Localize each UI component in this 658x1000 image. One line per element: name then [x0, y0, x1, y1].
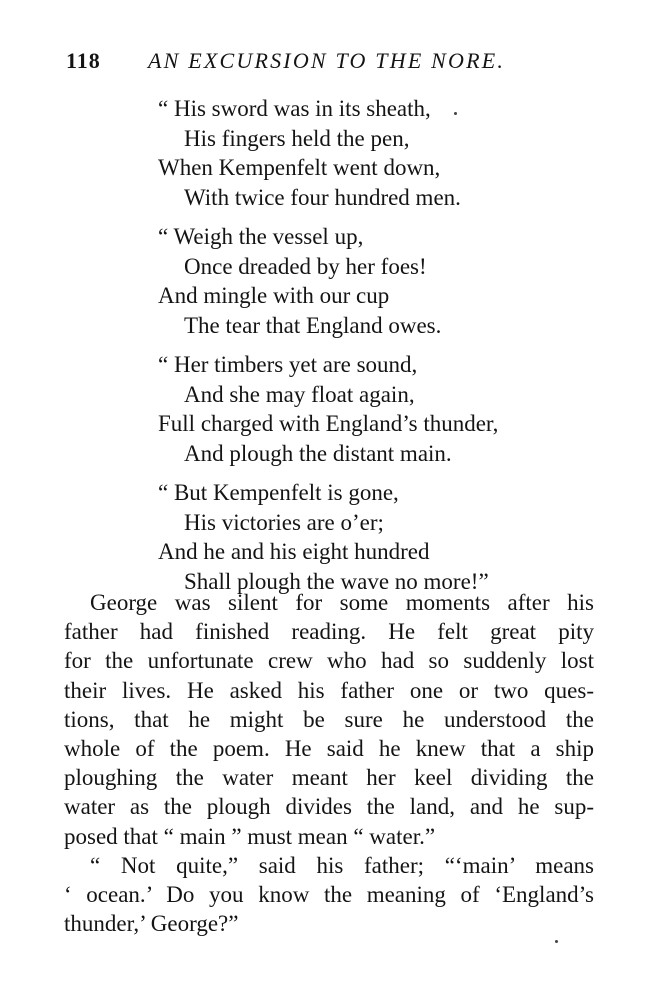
text-line: ‘ ocean.’ Do you know the meaning of ‘England’s	[64, 881, 594, 907]
text-line: tions, that he might be sure he understood the	[64, 706, 594, 732]
page-number: 118	[66, 48, 101, 73]
prose	[64, 588, 594, 938]
poem-line: The tear that England owes.	[184, 312, 442, 338]
stanza-3	[158, 350, 598, 468]
text-line: ploughing the water meant her keel dividing the	[64, 765, 594, 791]
text-line: thunder,’ George?”	[64, 911, 239, 937]
print-speck	[454, 112, 457, 115]
poem-line: And she may float again,	[184, 381, 415, 407]
poem-line: “ His sword was in its sheath,	[158, 96, 431, 121]
paragraph-1	[64, 588, 594, 851]
text-line: for the unfortunate crew who had so suddenly lost	[64, 648, 594, 674]
poem-line: And he and his eight hundred	[158, 539, 430, 564]
poem-line: And plough the distant main.	[184, 440, 452, 466]
poem-line: “ But Kempenfelt is gone,	[158, 480, 399, 505]
poem	[158, 94, 598, 606]
stanza-2	[158, 222, 598, 340]
poem-line: His fingers held the pen,	[184, 125, 410, 151]
stanza-1	[158, 94, 598, 212]
poem-line: And mingle with our cup	[158, 283, 390, 308]
poem-line: Shall plough the wave no more!”	[184, 568, 489, 594]
poem-line: His victories are o’er;	[184, 509, 384, 535]
text-line: posed that “ main ” must mean “ water.”	[64, 823, 436, 849]
poem-line: When Kempenfelt went down,	[158, 155, 441, 180]
text-line: water as the plough divides the land, and he sup-	[64, 794, 594, 820]
stanza-4	[158, 478, 598, 596]
poem-line: Full charged with England’s thunder,	[158, 411, 499, 436]
poem-line: “ Weigh the vessel up,	[158, 224, 364, 249]
text-line: “ Not quite,” said his father; “‘main’ means	[90, 852, 594, 878]
text-line: their lives. He asked his father one or two ques-	[64, 677, 594, 703]
text-line: George was silent for some moments after his	[90, 590, 594, 615]
text-line: whole of the poem. He said he knew that a ship	[64, 735, 594, 761]
print-speck	[555, 940, 558, 943]
poem-line: With twice four hundred men.	[184, 184, 461, 210]
poem-line: “ Her timbers yet are sound,	[158, 352, 418, 377]
text-line: father had finished reading. He felt great pity	[64, 619, 594, 645]
poem-line: Once dreaded by her foes!	[184, 253, 427, 279]
page-header	[66, 48, 596, 78]
paragraph-2	[64, 851, 594, 939]
running-title: AN EXCURSION TO THE NORE.	[148, 48, 506, 73]
